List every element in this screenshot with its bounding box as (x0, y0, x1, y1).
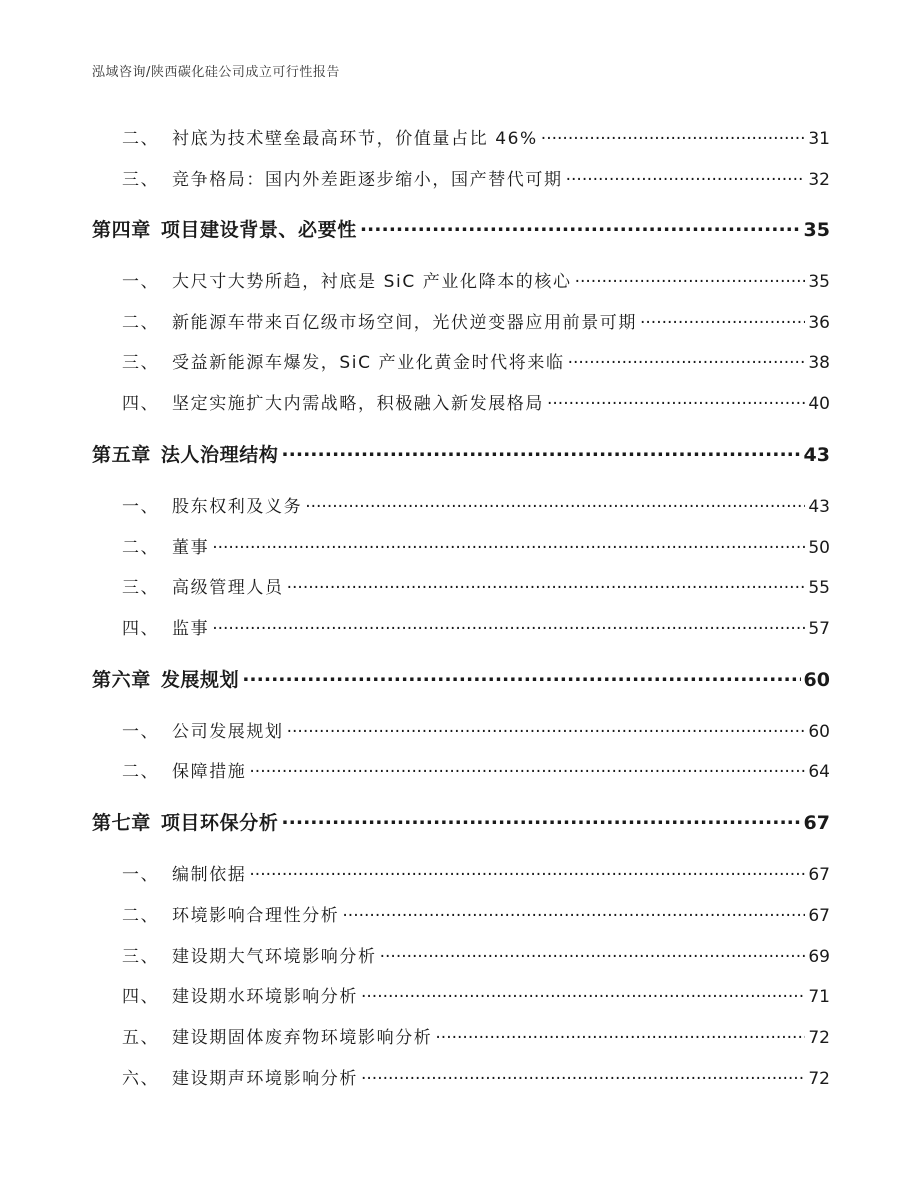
toc-dot-leader (568, 351, 806, 368)
toc-entry-title: 监事 (172, 619, 210, 639)
toc-dot-leader (287, 576, 806, 593)
toc-entry-title: 建设期水环境影响分析 (172, 987, 358, 1007)
toc-chapter-entry[interactable] (92, 808, 830, 835)
toc-entry-title: 受益新能源车爆发，SiC 产业化黄金时代将来临 (172, 353, 565, 373)
toc-chapter-entry[interactable] (92, 215, 830, 242)
toc-page-number: 31 (808, 129, 830, 149)
toc-dot-leader (249, 863, 805, 880)
toc-entry-title: 竞争格局：国内外差距逐步缩小，国产替代可期 (172, 170, 563, 190)
toc-page-number: 32 (808, 170, 830, 190)
toc-entry-number: 六、 (122, 1069, 160, 1089)
toc-page-number: 38 (808, 353, 830, 373)
toc-entry-number: 三、 (122, 170, 160, 190)
toc-entry-title: 法人治理结构 (160, 444, 279, 466)
toc-entry-title: 衬底为技术壁垒最高环节，价值量占比 46% (172, 129, 538, 149)
toc-entry-number: 三、 (122, 578, 160, 598)
toc-entry-number: 二、 (122, 906, 160, 926)
toc-page-number: 60 (803, 669, 830, 691)
toc-entry-number: 四、 (122, 987, 160, 1007)
toc-entry-number: 第四章 (92, 219, 151, 241)
toc-entry-title: 建设期大气环境影响分析 (172, 947, 377, 967)
toc-entry-title: 项目建设背景、必要性 (160, 219, 357, 241)
toc-entry-title: 建设期声环境影响分析 (172, 1069, 358, 1089)
toc-dot-leader (249, 760, 805, 777)
toc-dot-leader (287, 720, 806, 737)
toc-entry-number: 四、 (122, 619, 160, 639)
toc-page-number: 69 (808, 947, 830, 967)
toc-entry-number: 第七章 (92, 812, 151, 834)
toc-section-entry[interactable] (92, 267, 830, 292)
toc-entry-title: 大尺寸大势所趋，衬底是 SiC 产业化降本的核心 (172, 272, 572, 292)
toc-section-entry[interactable] (92, 492, 830, 517)
toc-entry-title: 新能源车带来百亿级市场空间，光伏逆变器应用前景可期 (172, 313, 637, 333)
toc-page-number: 71 (808, 987, 830, 1007)
toc-section-entry[interactable] (92, 901, 830, 926)
toc-entry-title: 建设期固体废弃物环境影响分析 (172, 1028, 433, 1048)
toc-entry-title: 股东权利及义务 (172, 497, 303, 517)
toc-entry-number: 第五章 (92, 444, 151, 466)
toc-section-entry[interactable] (92, 348, 830, 373)
toc-dot-leader (281, 810, 800, 829)
toc-dot-leader (342, 904, 805, 921)
toc-page-number: 64 (808, 762, 830, 782)
toc-dot-leader (281, 442, 800, 461)
toc-page-number: 55 (808, 578, 830, 598)
toc-dot-leader (575, 270, 806, 287)
toc-entry-number: 二、 (122, 129, 160, 149)
toc-dot-leader (361, 985, 805, 1002)
toc-entry-title: 公司发展规划 (172, 722, 284, 742)
toc-dot-leader (541, 127, 806, 144)
toc-section-entry[interactable] (92, 717, 830, 742)
toc-section-entry[interactable] (92, 942, 830, 967)
toc-section-entry[interactable] (92, 860, 830, 885)
toc-page-number: 35 (808, 272, 830, 292)
toc-entry-number: 二、 (122, 538, 160, 558)
toc-page-number: 67 (808, 906, 830, 926)
toc-page-number: 43 (808, 497, 830, 517)
toc-page-number: 72 (808, 1069, 830, 1089)
toc-section-entry[interactable] (92, 982, 830, 1007)
toc-dot-leader (566, 168, 806, 185)
toc-page-number: 67 (808, 865, 830, 885)
toc-dot-leader (242, 667, 800, 686)
toc-page-number: 36 (808, 313, 830, 333)
toc-entry-number: 五、 (122, 1028, 160, 1048)
toc-dot-leader (360, 217, 801, 236)
toc-dot-leader (305, 495, 805, 512)
toc-section-entry[interactable] (92, 533, 830, 558)
toc-entry-number: 一、 (122, 865, 160, 885)
toc-section-entry[interactable] (92, 1064, 830, 1089)
toc-dot-leader (212, 536, 805, 553)
toc-entry-title: 环境影响合理性分析 (172, 906, 340, 926)
toc-dot-leader (640, 311, 805, 328)
toc-section-entry[interactable] (92, 124, 830, 149)
toc-entry-title: 编制依据 (172, 865, 247, 885)
toc-entry-number: 三、 (122, 947, 160, 967)
toc-section-entry[interactable] (92, 165, 830, 190)
toc-dot-leader (361, 1067, 805, 1084)
toc-entry-title: 董事 (172, 538, 210, 558)
toc-section-entry[interactable] (92, 573, 830, 598)
toc-entry-title: 高级管理人员 (172, 578, 284, 598)
toc-section-entry[interactable] (92, 389, 830, 414)
toc-entry-number: 二、 (122, 313, 160, 333)
toc-page-number: 57 (808, 619, 830, 639)
toc-entry-number: 一、 (122, 272, 160, 292)
toc-dot-leader (547, 392, 805, 409)
toc-page-number: 40 (808, 394, 830, 414)
toc-section-entry[interactable] (92, 1023, 830, 1048)
toc-section-entry[interactable] (92, 614, 830, 639)
toc-chapter-entry[interactable] (92, 665, 830, 692)
toc-chapter-entry[interactable] (92, 440, 830, 467)
toc-entry-number: 二、 (122, 762, 160, 782)
toc-entry-title: 保障措施 (172, 762, 247, 782)
running-header: 泓域咨询/陕西碳化硅公司成立可行性报告 (92, 65, 340, 80)
toc-page-number: 60 (808, 722, 830, 742)
toc-dot-leader (380, 945, 806, 962)
toc-section-entry[interactable] (92, 308, 830, 333)
toc-page-number: 43 (803, 444, 830, 466)
toc-entry-title: 坚定实施扩大内需战略，积极融入新发展格局 (172, 394, 544, 414)
toc-dot-leader (435, 1026, 805, 1043)
toc-entry-title: 发展规划 (160, 669, 240, 691)
toc-page-number: 50 (808, 538, 830, 558)
toc-section-entry[interactable] (92, 757, 830, 782)
toc-entry-number: 一、 (122, 722, 160, 742)
toc-entry-title: 项目环保分析 (160, 812, 279, 834)
toc-page-number: 67 (803, 812, 830, 834)
toc-entry-number: 三、 (122, 353, 160, 373)
toc-page-number: 72 (808, 1028, 830, 1048)
toc-entry-number: 一、 (122, 497, 160, 517)
toc-page-number: 35 (803, 219, 830, 241)
toc-dot-leader (212, 617, 805, 634)
toc-entry-number: 第六章 (92, 669, 151, 691)
toc-entry-number: 四、 (122, 394, 160, 414)
